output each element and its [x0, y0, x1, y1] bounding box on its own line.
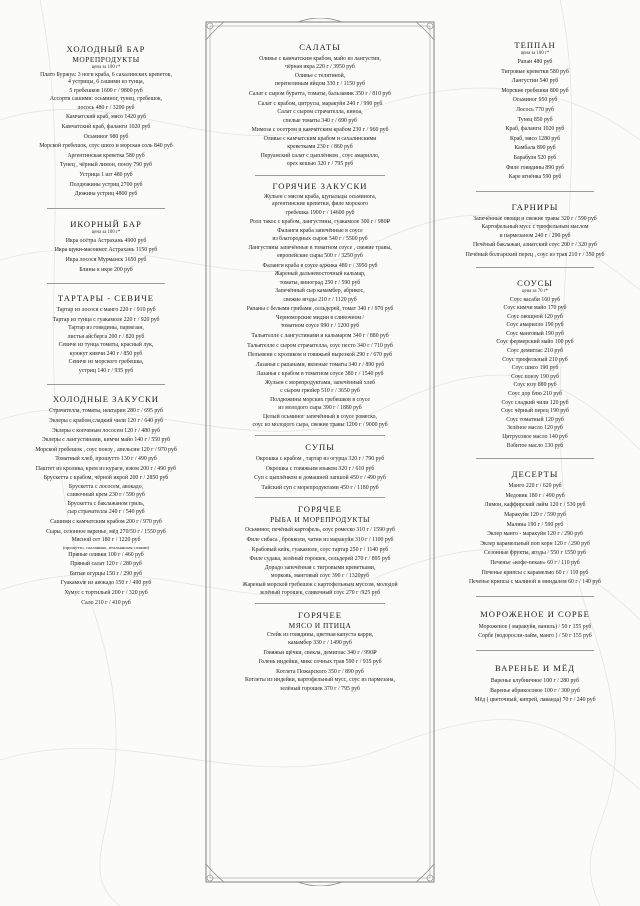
menu-item: Камчатский краб, мясо 1420 руб [65, 114, 147, 121]
menu-item: Краб, фаланги 1020 руб [505, 126, 565, 133]
menu-item: Эклеры с лангустинами, кимчи майо 140 г / 550 руб [41, 437, 171, 444]
price-note: цена за 100 г* [520, 51, 550, 56]
menu-item: Окрошка с говяжьим языком 320 г / 610 руб [265, 465, 375, 472]
menu-item: Маракуйя 120 г / 590 руб [504, 511, 566, 518]
menu-item: Полдюжины устриц 2700 руб [69, 181, 143, 188]
menu-item: Филе сибаса , брокколи, чатни из маракуйи 310 г / 1100 руб [246, 536, 394, 543]
menu-item: Сашими с камчатским крабом 200 г / 970 руб [50, 519, 162, 526]
section-title: ДЕСЕРТЫ [511, 469, 559, 480]
cold-snacks-section [8, 394, 204, 608]
menu-item: Соус амарилло 190 руб [506, 322, 564, 329]
menu-item: Мёд ( цветочный, кипрей, лаванда) 70 г / 240 руб [474, 697, 596, 704]
sauces-section [438, 278, 632, 451]
menu-item: Печёный баклажан, азиатский соус 200 г / 320 руб [472, 242, 597, 249]
cold-bar-section [8, 44, 204, 200]
menu-item: сливочный крем 230 г / 590 руб [67, 492, 145, 499]
menu-item: Стейк из говядины, цветная капуста карри, [266, 631, 374, 638]
garnish-section [438, 202, 632, 261]
menu-item: Картофельный мусс с трюфельным маслом [481, 224, 589, 231]
menu-item: Соус васаби 160 руб [509, 296, 561, 303]
price-note: цена за 70 г* [521, 288, 549, 294]
menu-item: Тунец 850 руб [517, 116, 553, 123]
menu-item: Оливье с камчатским крабом, майо из лангустин, [259, 56, 381, 62]
menu-item: Тальятелле с сыром страчателла, соус песто 340 г / 710 руб [247, 342, 393, 349]
menu-item: с сыром грюйер 510 г / 3650 руб [280, 388, 360, 395]
menu-item: Жульен с мясом краба, щупальцы осьминога, [263, 193, 377, 200]
menu-item: Пряные оливки 100 г / 460 руб [68, 551, 144, 558]
menu-item: Морские гребешки 800 руб [501, 87, 569, 94]
menu-item: Жареный морской гребешок с картофельным муссом, молодой [242, 581, 398, 588]
menu-item: кунжут кимчи 240 г / 850 руб [69, 350, 143, 357]
menu-item: Котлеты из индейки, картофельный мусс, соус из пармезана, [245, 677, 395, 684]
menu-item: Лангустины запечённые в томатном соусе , свежие травы, [248, 244, 392, 251]
menu-item: Соус кимчи майо 170 руб [503, 305, 567, 312]
section-title: ГОРЯЧЕЕ [297, 609, 342, 620]
menu-item: Рапан 480 руб [517, 59, 553, 65]
menu-item: Оливье с телятиной, [294, 73, 346, 79]
section-title: ХОЛОДНЫЕ ЗАКУСКИ [53, 394, 159, 405]
menu-item: Фаланги краба в соусе аджика 480 г / 3950 руб [262, 262, 378, 269]
menu-item: Соус понзу 190 руб [511, 373, 559, 380]
tartare-section [8, 293, 204, 376]
menu-item: Соус овощной 120 руб [507, 313, 563, 320]
menu-item: Салат с сыром буратта, томаты, бальзамик 350 г / 810 руб [248, 91, 392, 97]
menu-item: Пельмени с кроликом и говяжьей вырезкой 290 г / 670 руб [247, 352, 393, 359]
menu-item: лосось 480 г / 3200 руб [77, 104, 135, 111]
menu-item: Окрошка с крабом , тартар из огурца 320 г / 790 руб [255, 455, 385, 462]
menu-item: Тартар из лосося с манго 220 г / 910 руб [56, 307, 156, 314]
menu-item: Малина 190 г / 590 руб [506, 521, 564, 528]
menu-item: Соус фермерский майо 100 руб [496, 339, 574, 346]
menu-item: Крабовый кейк, гуакамоле, соус тартар 250 г / 1140 руб [251, 546, 389, 553]
menu-item: Лазанья с рапанами, вяленые томаты 340 г / 890 руб [255, 361, 385, 368]
menu-item: Сорбе (водоросли-лайм, манго ) / 50 г 155 руб [478, 633, 592, 640]
section-title: САЛАТЫ [299, 42, 341, 52]
section-title: ГАРНИРЫ [511, 201, 559, 212]
menu-item: Брускетта с лососем, авокадо, [68, 484, 144, 491]
menu-item: из молодого сыра 390 г / 1880 руб [278, 405, 362, 412]
teppan-section [438, 40, 632, 183]
menu-item: Севиче из морского гребешка, [68, 359, 144, 366]
section-subtitle: МЯСО И ПТИЦА [288, 620, 352, 630]
menu-item: чёрная икра 220 г / 3950 руб [285, 64, 355, 71]
menu-item: Рапаны с белыми грибами ,сельдерей, томат 340 г / 970 руб [246, 306, 394, 313]
menu-item: Печенье крипсы с карамелью 60 г / 110 руб [481, 569, 589, 576]
menu-item: Печенье «кофе-пекан» 60 г / 110 руб [490, 559, 580, 566]
menu-item: Блины к икре 200 руб [79, 266, 133, 273]
menu-item: Брускетта с крабом, чёрной икрой 200 г / 2850 руб [43, 475, 169, 482]
left-column [8, 0, 204, 608]
icecream-section [438, 609, 632, 642]
menu-item: спелые томаты 340 г / 690 руб [282, 117, 357, 124]
menu-item: томаты, виноград 250 г / 590 руб [279, 279, 361, 286]
menu-item: Взбитое масло 130 руб [506, 442, 564, 449]
menu-item: Черноморские мидии в сливочном / [275, 314, 365, 321]
menu-item: Дюжина устриц 4800 руб [74, 191, 138, 198]
menu-item: Брускетта с баклажаном гриль, [67, 501, 145, 508]
menu-item: Томатный хлеб, прошутто 130 г / 490 руб [55, 456, 157, 463]
menu-item: Медовик 180 г / 490 руб [505, 492, 565, 499]
menu-item: сыр страчателла 240 г / 540 руб [67, 509, 145, 516]
menu-item: зелёный горошек, сливочный соус 270 г /925 руб [259, 590, 381, 597]
menu-item: Икра щуки-масоинот Астрахань 1150 руб [54, 247, 158, 254]
section-title: СОУСЫ [517, 277, 553, 288]
section-title: ХОЛОДНЫЙ БАР [66, 44, 146, 54]
menu-item: Страчателла, томаты, нектарин 280 г / 695 руб [49, 408, 163, 415]
menu-item: Эклер манго - маракуйя 120 г / 290 руб [486, 531, 583, 538]
salads-section [202, 42, 438, 170]
menu-item: Лимон, каффирский лайм 120 г / 530 руб [484, 502, 586, 509]
menu-item: Дорадо запечённая с тигровыми креветками, [264, 564, 376, 571]
menu-item: Соус чёрный перец 190 руб [501, 408, 569, 415]
menu-item: Мясной сет 180 г / 1220 руб [71, 537, 141, 544]
menu-item: из благородных сыров 540 г / 5500 руб [272, 236, 368, 243]
menu-item: Тальятелле с лангустинами и кальмаром 340 г / 880 руб [251, 332, 389, 339]
menu-item: Камбала 890 руб [514, 145, 556, 152]
menu-item: Морской гребешок , соус понзу , апельсин 120 г / 970 руб [35, 446, 177, 453]
menu-item: Варенье клубничное 100 г / 280 руб [490, 677, 580, 684]
menu-item: Тунец , чёрный лимон, понзу 790 руб [59, 162, 153, 169]
soups-section [202, 442, 438, 493]
menu-item: Суп с цыплёнком и домашней лапшой 450 г / 490 руб [254, 475, 386, 482]
menu-item: Полдюжины морских гребешков в соусе [270, 396, 370, 403]
menu-item: Соус демиглас 210 руб [506, 348, 564, 355]
menu-item: Соус манговый 190 руб [506, 330, 564, 337]
menu-item: Камчатский краб, фаланги 1020 руб [61, 124, 151, 130]
menu-item: Салат с сыром страчателла, киноа, [277, 109, 363, 116]
menu-item: Печёный болгарский перец , соус из трав 210 г / 350 руб [465, 251, 605, 258]
menu-item: Филе судака, зелёный горошек, сельдерей 270 г / 895 руб [249, 556, 391, 563]
menu-item: Битые огурцы 150 г / 290 руб [69, 570, 143, 577]
menu-item: Осьминог 980 руб [83, 133, 129, 140]
menu-item: Жареный дальневосточный кальмар, [274, 271, 366, 278]
menu-item: Мороженое ( маракуйя, ваниль) / 50 г 155 руб [478, 623, 592, 630]
menu-item: Перуанский салат с цыплёнком , соус амарилло, [260, 152, 380, 159]
menu-item: Лазанья с крабом в томатном соусе 380 г / 1540 руб [256, 371, 384, 378]
section-title: МОРОЖЕНОЕ И СОРБЕ [480, 608, 590, 619]
section-title: ТАРТАРЫ - СЕВИЧЕ [57, 293, 155, 304]
menu-item: Тартар из говядины, пармезан, [68, 325, 144, 332]
middle-column [202, 18, 438, 694]
menu-item: гребешка 1900 г / 14600 руб [285, 209, 355, 216]
menu-item: Икра лосося Мурманск 1650 руб [65, 256, 147, 263]
menu-item: Соус юзу 880 руб [513, 382, 557, 389]
hot-meat-section [202, 610, 438, 695]
section-title: ВАРЕНЬЕ И МЁД [494, 662, 576, 673]
menu-item: Салат с крабом, цитрусы, маракуйя 240 г / 990 руб [257, 100, 383, 107]
menu-item: Осьминог 950 руб [512, 97, 558, 104]
menu-item: Эклеры с крабом,сладкий чили 120 г / 640 руб [48, 417, 164, 424]
menu-item: Тайский суп с морепродуктами 450 г / 1180 руб [261, 484, 379, 491]
menu-item: Каре ягнёнка 590 руб [508, 174, 562, 181]
menu-item: Сало 210 г / 410 руб [81, 599, 131, 606]
menu-item: европейские сыры 500 г / 3250 руб [277, 253, 363, 260]
menu-item: Запечённые овощи и свежие травы 320 г / 590 руб [473, 215, 597, 222]
menu-item: аргентинские креветки, филе морского [272, 201, 368, 208]
menu-item: зелёный горошек 370 г / 795 руб [280, 685, 360, 692]
price-note: цена за 100 г* [91, 229, 121, 235]
menu-item: 5 гребешков 1600 г / 9800 руб [69, 87, 143, 94]
menu-item: Варенье абрикосовое 100 г / 300 руб [490, 687, 580, 694]
menu-item: листья айсберга 200 г / 820 руб [67, 333, 145, 340]
menu-item: Соус шисо 190 руб [511, 365, 559, 372]
menu-item: Лангустин 540 руб [511, 78, 559, 85]
menu-list [8, 72, 204, 200]
menu-item: Соус дор блю 210 руб [508, 391, 562, 398]
caviar-bar-section [8, 219, 204, 275]
menu-item: Зелёное масло 120 руб [507, 425, 563, 432]
menu-item: орех кешью 320 г / 795 руб [286, 161, 354, 168]
menu-item: камамбер 330 г / 1490 руб [288, 640, 352, 647]
menu-item: Хумус с тортильей 200 г / 320 руб [64, 590, 148, 597]
menu-item: Эклер карамельный поп корн 120 г / 290 руб [480, 540, 590, 547]
menu-item: 4 устрицы, 6 сашими из тунца, [67, 79, 145, 86]
hot-fish-section [202, 504, 438, 598]
menu-item: Жульен с морепродуктами, запечённый хлеб [264, 379, 376, 386]
menu-item: Сезонные фрукты, ягоды / 550 г 1550 руб [484, 550, 586, 557]
section-subtitle: МОРЕПРОДУКТЫ [72, 55, 140, 64]
menu-item: Икра осётра Астрахань 4900 руб [65, 237, 147, 244]
menu-item: Ассорти сашими: осьминог, тунец, гребешок, [49, 96, 163, 103]
menu-item: Гуакамоле из авокадо 150 г / 490 руб [60, 580, 152, 587]
menu-item: Говяжьи щёчки, свекла, демиглас 340 г / 990₽ [263, 649, 377, 656]
menu-item: Оливье с камчатским крабом и сахалинскими [263, 135, 377, 142]
menu-item: Цитрусовое масло 140 руб [502, 434, 568, 440]
menu-item: Фаланги краба запечённые в соусе [277, 227, 363, 234]
hot-snacks-section [202, 181, 438, 431]
price-note: цена за 100 г* [91, 65, 121, 70]
menu-item: Котлета Пожарского 350 г / 890 руб [276, 668, 364, 675]
menu-item: свежие ягоды 210 г / 1120 руб [283, 296, 357, 303]
menu-item: Краб, мясо 1280 руб [509, 135, 561, 142]
menu-item: Пряный салат 120 г / 280 руб [70, 561, 142, 568]
menu-item: Печенье крипсы с малиной и миндалем 60 г / 140 руб [469, 579, 601, 586]
menu-item: Плато Буржуа: 3 ноги краба, 6 сахалинских креветок, [40, 72, 172, 78]
section-title: ИКОРНЫЙ БАР [70, 218, 142, 229]
menu-item: Запечённый сыр камамбер, абрикос, [275, 288, 365, 295]
section-title: ТЕППАН [514, 40, 556, 50]
menu-item: Филе говядины 890 руб [505, 164, 565, 171]
menu-item: Тигровые креветки 580 руб [501, 68, 569, 75]
menu-item: Целый осьминог запечённый в соусе ромеско, [263, 413, 377, 420]
menu-item: Лосось 770 руб [516, 106, 554, 113]
menu-item: томатном соусе 990 г / 1200 руб [280, 323, 360, 330]
menu-item-note: (прошутто, салланино, итальянская салями) [62, 544, 150, 550]
section-title: ГОРЯЧИЕ ЗАКУСКИ [272, 180, 368, 191]
menu-item: Сыры, сезонное варенье, мёд 270/50 г / 1550 руб [46, 528, 166, 535]
menu-item: Манго 220 г / 620 руб [508, 483, 562, 490]
menu-item: Морской гребешок, соус шисо и морская соль 840 руб [39, 143, 173, 150]
menu-item: устриц 140 г / 935 руб [78, 367, 134, 374]
menu-item: Тартар из тунца с гуакамоле 220 г / 920 руб [52, 316, 160, 323]
menu-item: морковь, манговый соус 390 г / 1320руб [270, 573, 370, 580]
menu-item: Осьминог, печёный картофель, соус ромеско 310 г / 1590 руб [245, 527, 395, 534]
menu-item: Соус трюфельный 210 руб [502, 356, 568, 363]
menu-item: креветками 230 г / 860 руб [287, 144, 353, 151]
jam-section [438, 663, 632, 706]
menu-item: Аргентинская креветка 580 руб [67, 152, 145, 159]
menu-item: Устрица 1 шт 480 руб [79, 171, 133, 178]
section-subtitle: РЫБА И МОРЕПРОДУКТЫ [270, 515, 370, 525]
menu-item: Соус сладкий чили 120 руб [501, 399, 569, 406]
section-title: СУПЫ [305, 441, 335, 452]
menu-item: Ролл такос с крабом, лангустины, гуакамоле 300 г / 980₽ [249, 219, 391, 226]
menu-item: Эклеры с копченым лососем 120 г / 480 руб [51, 427, 161, 434]
section-title: ГОРЯЧЕЕ [297, 504, 342, 515]
desserts-section [438, 469, 632, 588]
menu-item: и пармезаном 240 г / 290 руб [499, 232, 571, 239]
menu-item: Севиче из тунца томаты, красный лук, [58, 342, 154, 349]
menu-item: Соус томатный 120 руб [506, 416, 564, 423]
menu-item: Барабуля 520 руб [513, 154, 557, 161]
menu-item: перепелиным яйцом 330 г / 1150 руб [274, 81, 366, 88]
menu-item: Паштет из кролика, крем из кураги, изюм 200 г / 490 руб [35, 465, 177, 472]
menu-item: Мимоза с осетром и камчатским крабом 230 г / 960 руб [251, 127, 389, 134]
menu-item: Голень индейки, микс сочных трав 590 г / 935 руб [258, 659, 382, 666]
menu-item: соус из молодого сыра, свежие травы 1200 г / 9000 руб [252, 422, 388, 429]
right-column [438, 0, 632, 706]
